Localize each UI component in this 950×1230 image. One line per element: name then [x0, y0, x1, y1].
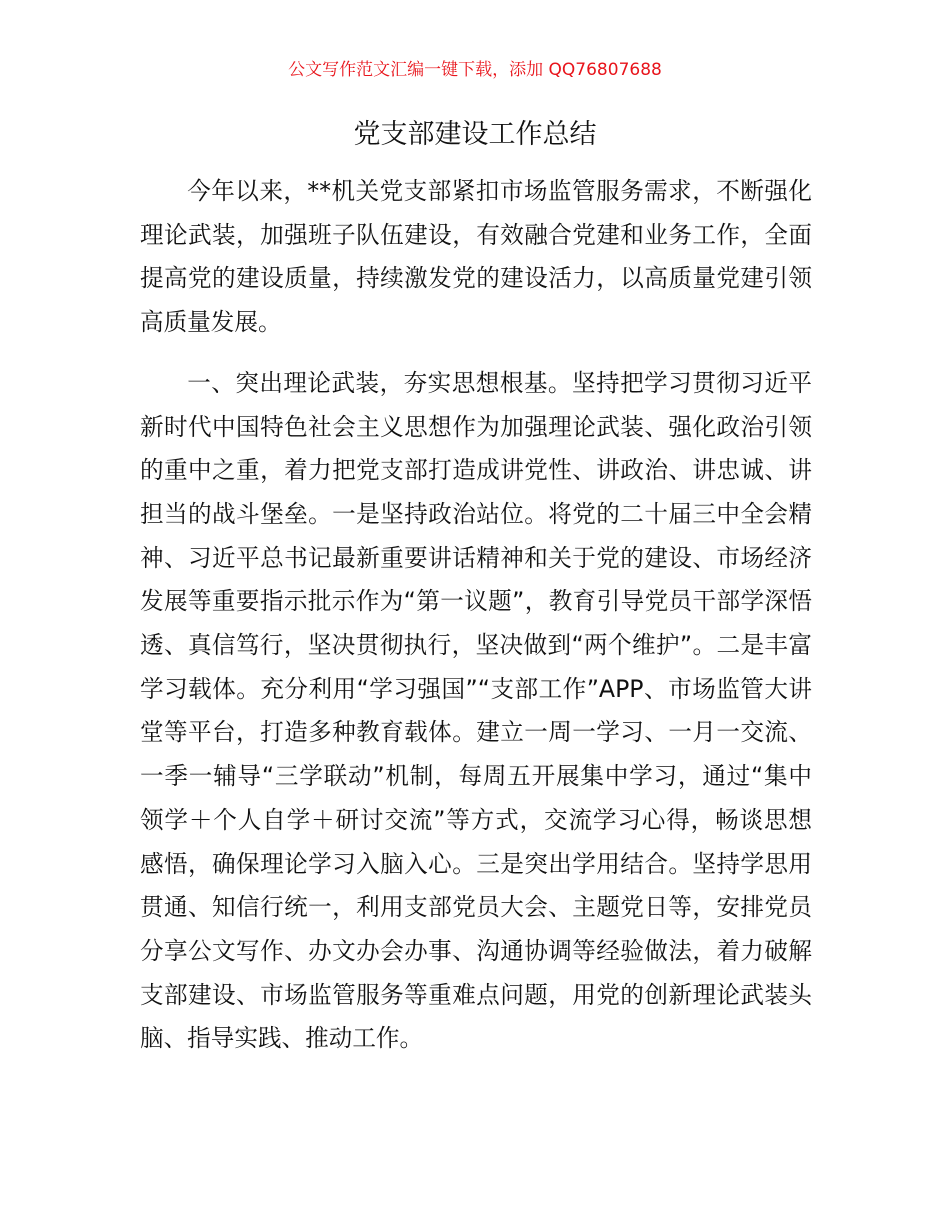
document-title: 党支部建设工作总结 [353, 119, 597, 150]
document-body [140, 170, 812, 1061]
download-notice: 公文写作范文汇编一键下载，添加 QQ76807688 [288, 60, 662, 80]
intro-paragraph: 今年以来，**机关党支部紧扣市场监管服务需求，不断强化理论武装，加强班子队伍建设，有效融合党建和业务工作，全面提高党的建设质量，持续激发党的建设活力，以高质量党建引领高质量发展。 [140, 177, 812, 337]
section-one-paragraph: 一、突出理论武装，夯实思想根基。坚持把学习贯彻习近平新时代中国特色社会主义思想作为加强理论武装、强化政治引领的重中之重，着力把党支部打造成讲党性、讲政治、讲忠诚、讲担当的战斗堡垒。一是坚持政治站位。将党的二十届三中全会精神、习近平总书记最新重要讲话精神和关于党的建设、市场经济发展等重要指示批示作为“第一议题”，教育引导党员干部学深悟透、真信笃行，坚决贯彻执行，坚决做到“两个维护”。二是丰富学习载体。充分利用“学习强国”“支部工作”APP、市场监管大讲堂等平台，打造多种教育载体。建立一周一学习、一月一交流、一季一辅导“三学联动”机制，每周五开展集中学习，通过“集中领学＋个人自学＋研讨交流”等方式，交流学习心得，畅谈思想感悟，确保理论学习入脑入心。三是突出学用结合。坚持学思用贯通、知信行统一，利用支部党员大会、主题党日等，安排党员分享公文写作、办文办会办事、沟通协调等经验做法，着力破解支部建设、市场监管服务等重难点问题，用党的创新理论武装头脑、指导实践、推动工作。 [140, 368, 812, 1053]
